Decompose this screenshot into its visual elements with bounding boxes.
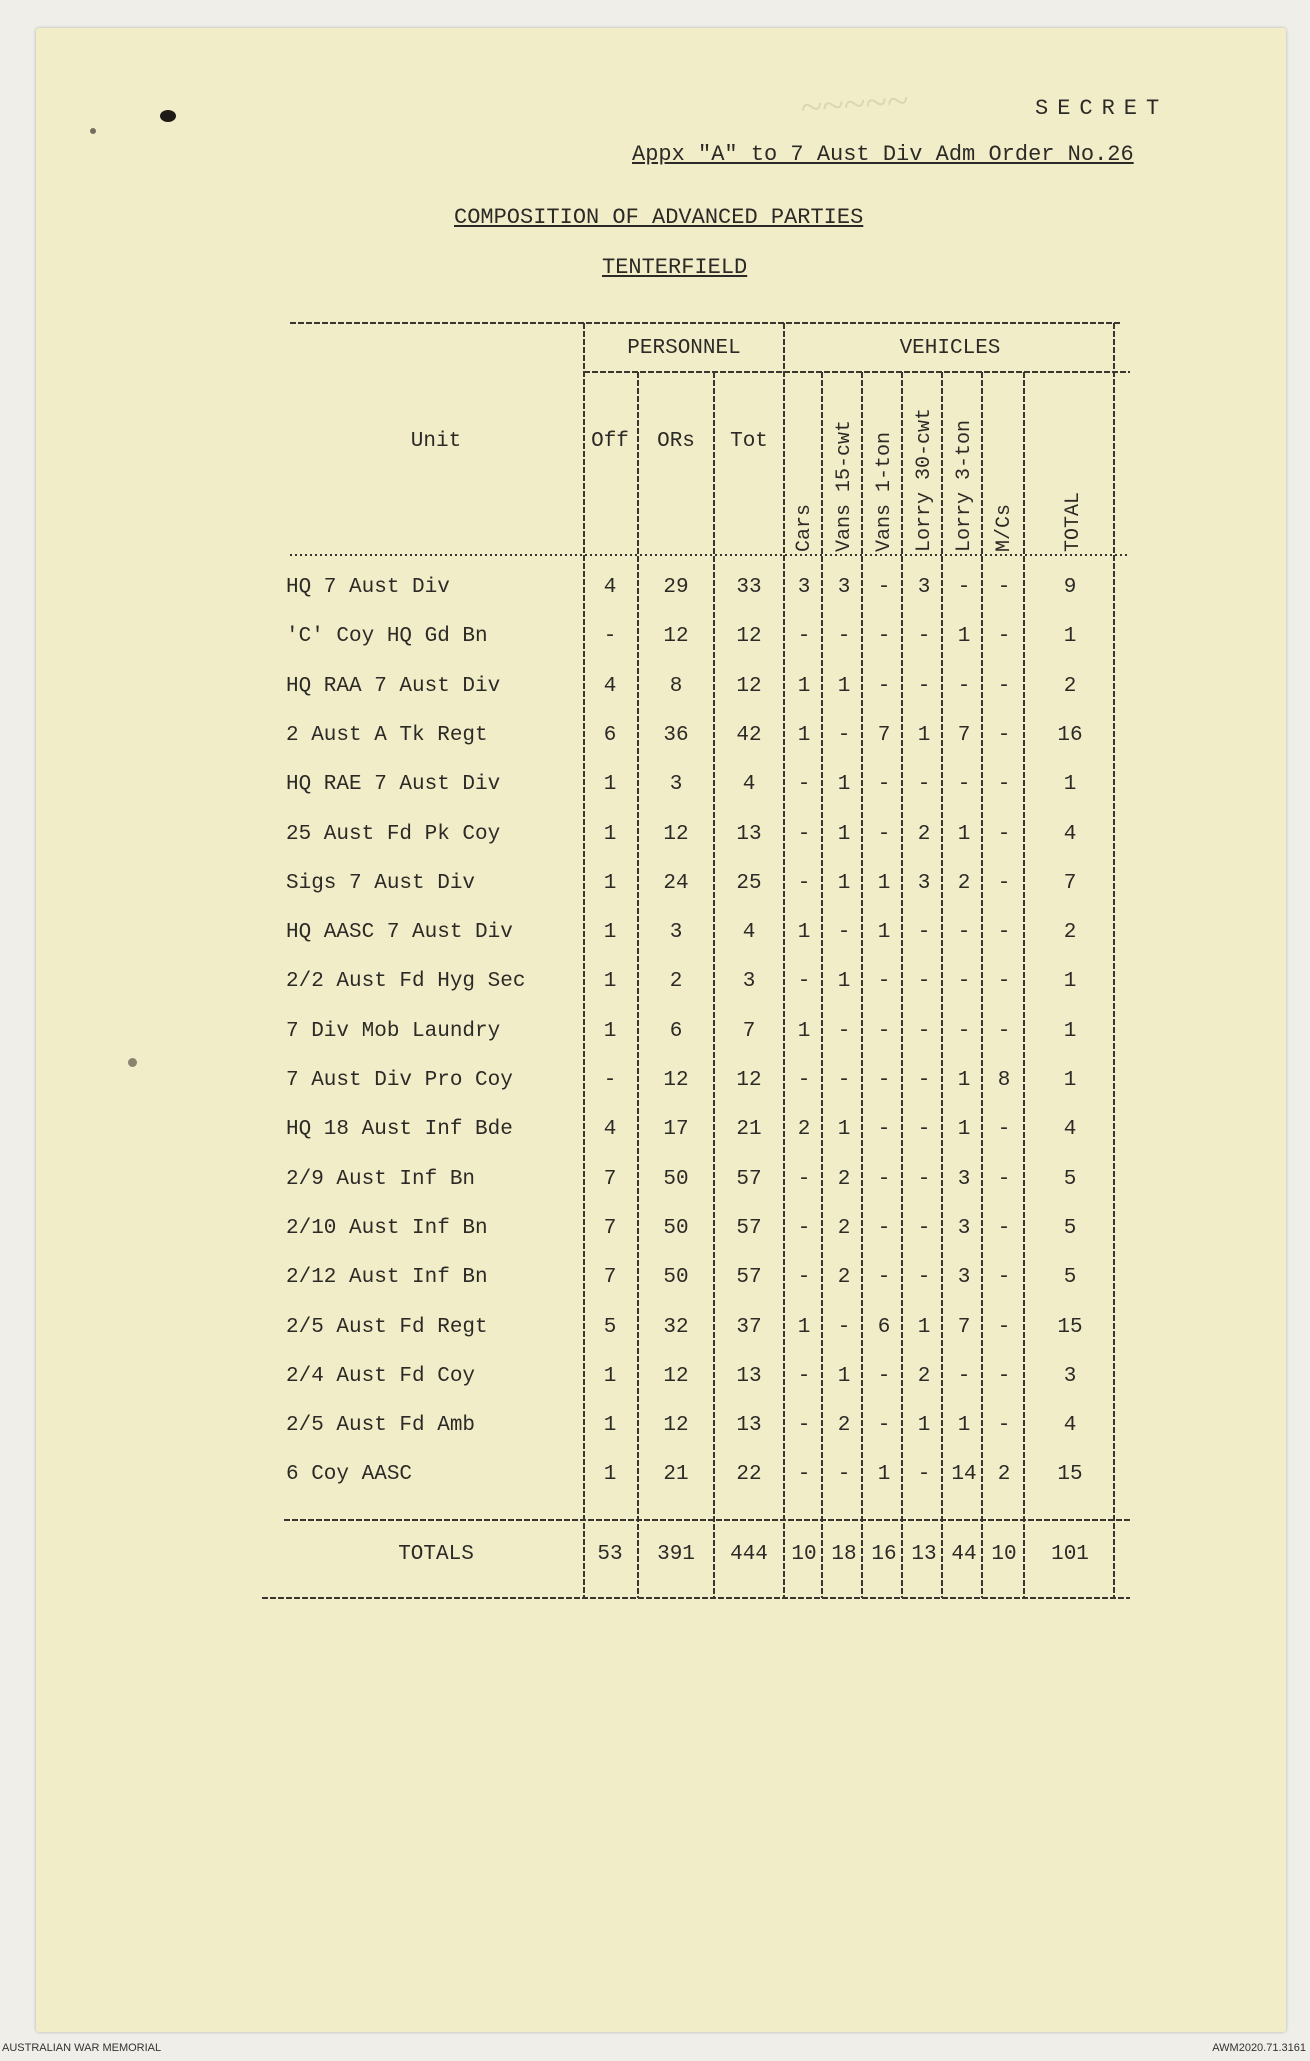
table-cell: 4 — [1063, 1414, 1077, 1437]
vans-15cwt-column-header: Vans 15-cwt — [833, 419, 856, 552]
table-cell: - — [957, 773, 971, 796]
unit-column-header: Unit — [410, 430, 462, 453]
table-cell: 1 — [603, 1414, 617, 1437]
table-cell: - — [957, 921, 971, 944]
table-cell: - — [997, 872, 1011, 895]
table-cell: - — [917, 1168, 931, 1191]
table-cell: - — [877, 1266, 891, 1289]
table-cell: 1 — [957, 1414, 971, 1437]
table-cell: 12 — [663, 823, 689, 846]
table-cell: 7 — [603, 1266, 617, 1289]
table-cell: - — [837, 921, 851, 944]
table-cell: 7 — [1063, 872, 1077, 895]
table-cell: 1 — [877, 921, 891, 944]
table-cell: 2 — [837, 1266, 851, 1289]
table-cell: 1 — [957, 1069, 971, 1092]
table-cell: - — [997, 675, 1011, 698]
table-cell: 3 — [917, 576, 931, 599]
table-cell: 3 — [837, 576, 851, 599]
unit-cell: 7 Aust Div Pro Coy — [286, 1069, 513, 1092]
table-cell: - — [917, 1069, 931, 1092]
table-cell: - — [877, 675, 891, 698]
table-cell: 5 — [603, 1316, 617, 1339]
table-cell: 1 — [603, 1463, 617, 1486]
table-cell: - — [837, 1069, 851, 1092]
unit-cell: HQ AASC 7 Aust Div — [286, 921, 513, 944]
table-cell: 12 — [736, 1069, 762, 1092]
table-cell: 25 — [736, 872, 762, 895]
table-cell: 15 — [1057, 1316, 1083, 1339]
table-cell: 2 — [997, 1463, 1011, 1486]
table-cell: - — [797, 1414, 811, 1437]
table-cell: 7 — [742, 1020, 756, 1043]
table-cell: 1 — [1063, 1069, 1077, 1092]
unit-cell: HQ RAA 7 Aust Div — [286, 675, 501, 698]
table-cell: - — [877, 625, 891, 648]
location-heading: TENTERFIELD — [602, 255, 748, 280]
table-cell: 16 — [1057, 724, 1083, 747]
table-cell: 12 — [736, 625, 762, 648]
table-cell: 57 — [736, 1168, 762, 1191]
table-cell: 32 — [663, 1316, 689, 1339]
totals-cell: 10 — [991, 1543, 1017, 1566]
table-cell: 1 — [603, 872, 617, 895]
table-cell: - — [997, 1365, 1011, 1388]
table-cell: 4 — [742, 921, 756, 944]
table-cell: 13 — [736, 1414, 762, 1437]
table-cell: 42 — [736, 724, 762, 747]
totals-cell: 10 — [791, 1543, 817, 1566]
table-cell: 2 — [917, 823, 931, 846]
table-cell: - — [997, 576, 1011, 599]
table-cell: - — [603, 625, 617, 648]
table-cell: 7 — [603, 1168, 617, 1191]
table-cell: 1 — [837, 675, 851, 698]
table-cell: 1 — [837, 970, 851, 993]
table-cell: 3 — [957, 1266, 971, 1289]
table-cell: - — [877, 1217, 891, 1240]
table-cell: - — [877, 576, 891, 599]
table-cell: 7 — [603, 1217, 617, 1240]
table-cell: 50 — [663, 1168, 689, 1191]
unit-cell: 7 Div Mob Laundry — [286, 1020, 501, 1043]
table-cell: 1 — [877, 1463, 891, 1486]
table-cell: 3 — [669, 773, 683, 796]
personnel-group-header: PERSONNEL — [627, 337, 741, 360]
table-cell: - — [797, 1217, 811, 1240]
table-cell: 12 — [663, 1365, 689, 1388]
table-cell: - — [877, 1069, 891, 1092]
vehicle-total-column-header: TOTAL — [1062, 491, 1085, 552]
table-cell: - — [877, 1168, 891, 1191]
totals-cell: 16 — [871, 1543, 897, 1566]
table-cell: 5 — [1063, 1168, 1077, 1191]
table-cell: 36 — [663, 724, 689, 747]
table-cell: 6 — [669, 1020, 683, 1043]
off-column-header: Off — [591, 430, 629, 453]
table-cell: 50 — [663, 1217, 689, 1240]
unit-cell: 2 Aust A Tk Regt — [286, 724, 488, 747]
totals-cell: 101 — [1051, 1543, 1089, 1566]
table-cell: 7 — [957, 1316, 971, 1339]
table-cell: - — [877, 1365, 891, 1388]
table-cell: - — [837, 724, 851, 747]
table-cell: - — [797, 625, 811, 648]
table-cell: - — [797, 1168, 811, 1191]
table-cell: 13 — [736, 823, 762, 846]
vans-1ton-column-header: Vans 1-ton — [873, 431, 896, 552]
table-cell: - — [837, 1020, 851, 1043]
table-cell: 2 — [1063, 675, 1077, 698]
table-cell: 3 — [917, 872, 931, 895]
table-cell: 2 — [1063, 921, 1077, 944]
table-cell: - — [917, 1118, 931, 1141]
table-cell: - — [957, 1365, 971, 1388]
tot-column-header: Tot — [730, 430, 768, 453]
lorry-3ton-column-header: Lorry 3-ton — [953, 419, 976, 552]
unit-cell: Sigs 7 Aust Div — [286, 872, 476, 895]
unit-cell: 2/5 Aust Fd Regt — [286, 1316, 488, 1339]
table-cell: 1 — [797, 1020, 811, 1043]
table-cell: - — [997, 724, 1011, 747]
table-cell: 1 — [837, 1365, 851, 1388]
table-cell: - — [957, 675, 971, 698]
table-cell: 12 — [736, 675, 762, 698]
table-cell: 2 — [837, 1217, 851, 1240]
table-cell: - — [917, 1217, 931, 1240]
table-cell: 1 — [957, 823, 971, 846]
table-cell: - — [917, 921, 931, 944]
table-cell: 1 — [917, 1414, 931, 1437]
table-cell: - — [877, 970, 891, 993]
table-cell: 4 — [1063, 823, 1077, 846]
table-cell: - — [997, 823, 1011, 846]
unit-cell: 'C' Coy HQ Gd Bn — [286, 625, 488, 648]
unit-cell: 2/12 Aust Inf Bn — [286, 1266, 488, 1289]
table-cell: - — [917, 1463, 931, 1486]
table-cell: 12 — [663, 625, 689, 648]
table-cell: 6 — [877, 1316, 891, 1339]
table-cell: - — [997, 1414, 1011, 1437]
table-cell: 1 — [837, 773, 851, 796]
table-cell: 1 — [797, 1316, 811, 1339]
table-cell: - — [997, 970, 1011, 993]
table-cell: - — [797, 872, 811, 895]
table-cell: - — [957, 1020, 971, 1043]
table-cell: 37 — [736, 1316, 762, 1339]
table-cell: - — [797, 970, 811, 993]
table-cell: 7 — [957, 724, 971, 747]
table-cell: - — [837, 1463, 851, 1486]
table-cell: 2 — [797, 1118, 811, 1141]
totals-cell: 53 — [597, 1543, 623, 1566]
table-cell: - — [797, 773, 811, 796]
table-cell: - — [917, 675, 931, 698]
table-cell: 1 — [1063, 1020, 1077, 1043]
table-cell: - — [917, 1266, 931, 1289]
table-cell: 1 — [603, 1020, 617, 1043]
table-cell: - — [877, 1020, 891, 1043]
table-cell: 1 — [917, 1316, 931, 1339]
table-cell: 1 — [877, 872, 891, 895]
unit-cell: HQ RAE 7 Aust Div — [286, 773, 501, 796]
table-cell: 1 — [1063, 970, 1077, 993]
table-cell: 57 — [736, 1217, 762, 1240]
table-cell: 4 — [603, 675, 617, 698]
table-cell: 3 — [742, 970, 756, 993]
unit-cell: 6 Coy AASC — [286, 1463, 413, 1486]
mcs-column-header: M/Cs — [993, 503, 1016, 552]
table-cell: 4 — [603, 1118, 617, 1141]
unit-cell: 2/10 Aust Inf Bn — [286, 1217, 488, 1240]
table-cell: 2 — [837, 1414, 851, 1437]
table-cell: 5 — [1063, 1217, 1077, 1240]
footer-institution: AUSTRALIAN WAR MEMORIAL — [2, 2042, 162, 2054]
table-cell: 1 — [1063, 625, 1077, 648]
table-cell: 3 — [1063, 1365, 1077, 1388]
totals-cell: 13 — [911, 1543, 937, 1566]
table-cell: - — [837, 1316, 851, 1339]
table-cell: 1 — [1063, 773, 1077, 796]
table-cell: - — [997, 1266, 1011, 1289]
totals-label: TOTALS — [398, 1543, 474, 1566]
table-cell: 14 — [951, 1463, 977, 1486]
table-cell: 3 — [797, 576, 811, 599]
unit-cell: HQ 18 Aust Inf Bde — [286, 1118, 513, 1141]
table-cell: - — [957, 970, 971, 993]
table-cell: 1 — [603, 1365, 617, 1388]
table-cell: 22 — [736, 1463, 762, 1486]
ors-column-header: ORs — [657, 430, 695, 453]
table-cell: 13 — [736, 1365, 762, 1388]
totals-cell: 44 — [951, 1543, 977, 1566]
table-cell: 50 — [663, 1266, 689, 1289]
unit-cell: 2/4 Aust Fd Coy — [286, 1365, 476, 1388]
table-cell: 3 — [957, 1217, 971, 1240]
table-cell: 2 — [837, 1168, 851, 1191]
table-cell: 33 — [736, 576, 762, 599]
table-cell: 3 — [957, 1168, 971, 1191]
faint-annotation-mark: ~~~~~ — [798, 77, 910, 130]
table-cell: 4 — [742, 773, 756, 796]
table-cell: - — [997, 1118, 1011, 1141]
table-cell: - — [797, 1069, 811, 1092]
table-cell: 12 — [663, 1414, 689, 1437]
table-cell: - — [797, 1365, 811, 1388]
table-cell: 15 — [1057, 1463, 1083, 1486]
table-cell: 8 — [669, 675, 683, 698]
table-cell: 1 — [603, 921, 617, 944]
unit-cell: 25 Aust Fd Pk Coy — [286, 823, 501, 846]
table-cell: - — [603, 1069, 617, 1092]
table-cell: 21 — [663, 1463, 689, 1486]
table-cell: - — [917, 625, 931, 648]
table-cell: 1 — [797, 921, 811, 944]
table-cell: 1 — [603, 773, 617, 796]
table-cell: - — [877, 823, 891, 846]
table-cell: 21 — [736, 1118, 762, 1141]
classification-label: SECRET — [1035, 96, 1169, 121]
table-cell: - — [877, 1118, 891, 1141]
table-cell: 12 — [663, 1069, 689, 1092]
table-cell: - — [997, 1217, 1011, 1240]
table-cell: - — [837, 625, 851, 648]
totals-cell: 18 — [831, 1543, 857, 1566]
table-cell: 17 — [663, 1118, 689, 1141]
table-cell: 6 — [603, 724, 617, 747]
table-cell: 1 — [957, 1118, 971, 1141]
table-cell: 1 — [917, 724, 931, 747]
table-cell: 1 — [957, 625, 971, 648]
lorry-30cwt-column-header: Lorry 30-cwt — [913, 407, 936, 552]
table-cell: - — [997, 773, 1011, 796]
unit-cell: HQ 7 Aust Div — [286, 576, 450, 599]
unit-cell: 2/5 Aust Fd Amb — [286, 1414, 476, 1437]
table-cell: - — [917, 1020, 931, 1043]
table-cell: - — [997, 1168, 1011, 1191]
table-cell: 3 — [669, 921, 683, 944]
table-cell: 2 — [669, 970, 683, 993]
table-cell: - — [957, 576, 971, 599]
table-cell: 1 — [603, 823, 617, 846]
unit-cell: 2/9 Aust Inf Bn — [286, 1168, 476, 1191]
table-cell: 57 — [736, 1266, 762, 1289]
table-cell: 2 — [917, 1365, 931, 1388]
table-cell: 1 — [837, 1118, 851, 1141]
appendix-reference: Appx "A" to 7 Aust Div Adm Order No.26 — [632, 142, 1134, 167]
document-title: COMPOSITION OF ADVANCED PARTIES — [454, 205, 864, 230]
table-cell: - — [877, 773, 891, 796]
table-cell: 5 — [1063, 1266, 1077, 1289]
table-cell: - — [797, 1266, 811, 1289]
table-cell: - — [797, 823, 811, 846]
table-cell: 9 — [1063, 576, 1077, 599]
vehicles-group-header: VEHICLES — [899, 337, 1001, 360]
table-cell: - — [917, 773, 931, 796]
table-cell: - — [997, 921, 1011, 944]
table-cell: - — [997, 1316, 1011, 1339]
table-cell: - — [997, 1020, 1011, 1043]
table-cell: 24 — [663, 872, 689, 895]
table-cell: - — [917, 970, 931, 993]
totals-cell: 391 — [657, 1543, 695, 1566]
table-cell: - — [997, 625, 1011, 648]
table-cell: 1 — [797, 675, 811, 698]
table-cell: 7 — [877, 724, 891, 747]
table-cell: 1 — [797, 724, 811, 747]
cars-column-header: Cars — [793, 503, 816, 552]
totals-cell: 444 — [730, 1543, 768, 1566]
footer-catalogue-number: AWM2020.71.3161 — [1212, 2042, 1306, 2054]
table-cell: 4 — [1063, 1118, 1077, 1141]
table-cell: 2 — [957, 872, 971, 895]
table-cell: 1 — [837, 872, 851, 895]
table-cell: 4 — [603, 576, 617, 599]
table-cell: - — [877, 1414, 891, 1437]
table-cell: 1 — [837, 823, 851, 846]
table-cell: 8 — [997, 1069, 1011, 1092]
table-cell: 29 — [663, 576, 689, 599]
table-cell: - — [797, 1463, 811, 1486]
unit-cell: 2/2 Aust Fd Hyg Sec — [286, 970, 526, 993]
table-cell: 1 — [603, 970, 617, 993]
